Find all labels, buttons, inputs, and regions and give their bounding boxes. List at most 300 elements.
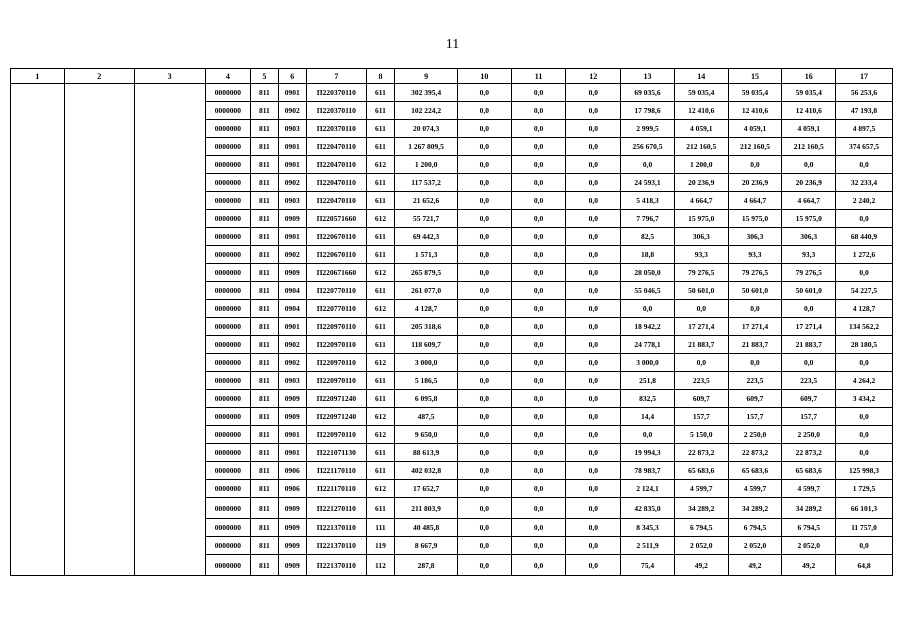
table-cell: 50 601,0 xyxy=(674,282,728,300)
table-cell: 0000000 xyxy=(205,444,251,462)
table-cell: 811 xyxy=(251,138,278,156)
table-cell: 111 xyxy=(366,519,394,537)
table-cell: 3 000,0 xyxy=(395,354,458,372)
column-header-13: 13 xyxy=(621,69,675,84)
table-cell: П220470110 xyxy=(306,156,366,174)
table-cell: 0,0 xyxy=(511,480,566,498)
table-cell: 21 652,6 xyxy=(395,192,458,210)
table-cell: 487,5 xyxy=(395,408,458,426)
table-cell: 811 xyxy=(251,390,278,408)
table-cell: 34 289,2 xyxy=(782,498,836,519)
table-cell: 212 160,5 xyxy=(782,138,836,156)
table-cell: 0,0 xyxy=(566,246,621,264)
budget-table xyxy=(10,68,893,576)
table-cell: 0000000 xyxy=(205,246,251,264)
table-cell: 68 440,9 xyxy=(836,228,893,246)
table-cell: 4 599,7 xyxy=(674,480,728,498)
table-cell: 0000000 xyxy=(205,228,251,246)
empty-column-2-cell xyxy=(64,84,134,576)
table-cell: 102 224,2 xyxy=(395,102,458,120)
table-cell: 0,0 xyxy=(728,354,782,372)
table-cell: 0904 xyxy=(278,282,306,300)
table-cell: 66 101,3 xyxy=(836,498,893,519)
table-cell: 0,0 xyxy=(566,426,621,444)
table-cell: 0906 xyxy=(278,480,306,498)
table-cell: 811 xyxy=(251,519,278,537)
table-cell: 6 794,5 xyxy=(674,519,728,537)
table-cell: 55 046,5 xyxy=(621,282,675,300)
table-cell: 8 667,9 xyxy=(395,537,458,555)
table-cell: 69 442,3 xyxy=(395,228,458,246)
table-cell: 64,8 xyxy=(836,555,893,576)
table-cell: 0,0 xyxy=(566,282,621,300)
table-cell: 0901 xyxy=(278,84,306,102)
table-cell: 0,0 xyxy=(511,537,566,555)
table-cell: 12 410,6 xyxy=(782,102,836,120)
table-cell: П220770110 xyxy=(306,282,366,300)
table-cell: 157,7 xyxy=(728,408,782,426)
table-cell: 0,0 xyxy=(621,156,675,174)
table-cell: 223,5 xyxy=(782,372,836,390)
table-cell: 34 289,2 xyxy=(674,498,728,519)
table-cell: 0,0 xyxy=(457,282,511,300)
table-cell: 0,0 xyxy=(566,498,621,519)
table-cell: 21 883,7 xyxy=(728,336,782,354)
table-cell: 0,0 xyxy=(457,228,511,246)
table-cell: 0,0 xyxy=(782,354,836,372)
table-cell: 811 xyxy=(251,462,278,480)
table-cell: П220571660 xyxy=(306,210,366,228)
table-cell: 134 562,2 xyxy=(836,318,893,336)
table-cell: 0,0 xyxy=(511,192,566,210)
table-cell: 157,7 xyxy=(674,408,728,426)
table-cell: 0,0 xyxy=(457,390,511,408)
table-cell: 811 xyxy=(251,354,278,372)
table-cell: 0909 xyxy=(278,408,306,426)
table-cell: 20 074,3 xyxy=(395,120,458,138)
table-cell: 212 160,5 xyxy=(674,138,728,156)
table-cell: 15 975,0 xyxy=(782,210,836,228)
table-cell: П221370110 xyxy=(306,555,366,576)
table-cell: 17 798,6 xyxy=(621,102,675,120)
table-cell: 611 xyxy=(366,498,394,519)
table-cell: 611 xyxy=(366,120,394,138)
table-cell: 306,3 xyxy=(728,228,782,246)
table-cell: 0,0 xyxy=(836,210,893,228)
table-cell: 0902 xyxy=(278,336,306,354)
table-cell: 4 128,7 xyxy=(395,300,458,318)
table-cell: 40 485,8 xyxy=(395,519,458,537)
table-cell: П221370110 xyxy=(306,519,366,537)
table-cell: 0903 xyxy=(278,120,306,138)
table-cell: 0,0 xyxy=(836,354,893,372)
table-cell: П220370110 xyxy=(306,120,366,138)
table-cell: 0,0 xyxy=(782,156,836,174)
table-cell: 1 200,0 xyxy=(395,156,458,174)
table-cell: 0,0 xyxy=(457,174,511,192)
table-cell: 223,5 xyxy=(728,372,782,390)
table-cell: 28 050,0 xyxy=(621,264,675,282)
table-cell: 2 511,9 xyxy=(621,537,675,555)
table-cell: 265 879,5 xyxy=(395,264,458,282)
table-cell: 0,0 xyxy=(566,138,621,156)
table-cell: 5 150,0 xyxy=(674,426,728,444)
table-cell: 0,0 xyxy=(511,264,566,282)
table-cell: 0901 xyxy=(278,138,306,156)
table-cell: 0902 xyxy=(278,102,306,120)
table-cell: 612 xyxy=(366,426,394,444)
table-cell: 2 124,1 xyxy=(621,480,675,498)
table-cell: 12 410,6 xyxy=(674,102,728,120)
table-cell: 811 xyxy=(251,192,278,210)
table-cell: 4 059,1 xyxy=(674,120,728,138)
table-cell: 0,0 xyxy=(566,372,621,390)
table-cell: 0,0 xyxy=(511,372,566,390)
table-cell: 612 xyxy=(366,480,394,498)
table-cell: 612 xyxy=(366,300,394,318)
table-cell: 811 xyxy=(251,228,278,246)
table-cell: 78 983,7 xyxy=(621,462,675,480)
table-cell: 12 410,6 xyxy=(728,102,782,120)
table-cell: 306,3 xyxy=(782,228,836,246)
table-cell: 0,0 xyxy=(728,156,782,174)
table-cell: 19 994,3 xyxy=(621,444,675,462)
table-cell: 0902 xyxy=(278,174,306,192)
table-cell: 24 593,1 xyxy=(621,174,675,192)
table-cell: 0904 xyxy=(278,300,306,318)
table-cell: 811 xyxy=(251,318,278,336)
table-cell: 811 xyxy=(251,498,278,519)
table-cell: 2 052,0 xyxy=(782,537,836,555)
table-cell: 0,0 xyxy=(457,84,511,102)
table-cell: 0,0 xyxy=(566,228,621,246)
table-cell: П221071130 xyxy=(306,444,366,462)
table-cell: 611 xyxy=(366,282,394,300)
table-cell: 0909 xyxy=(278,555,306,576)
table-cell: 0,0 xyxy=(782,300,836,318)
table-cell: 811 xyxy=(251,336,278,354)
table-cell: 0,0 xyxy=(566,156,621,174)
table-cell: 93,3 xyxy=(728,246,782,264)
table-cell: 0,0 xyxy=(566,444,621,462)
table-cell: 612 xyxy=(366,354,394,372)
table-cell: 6 794,5 xyxy=(728,519,782,537)
table-cell: 611 xyxy=(366,192,394,210)
table-cell: 0,0 xyxy=(621,300,675,318)
table-cell: 302 395,4 xyxy=(395,84,458,102)
table-cell: 119 xyxy=(366,537,394,555)
table-cell: 0000000 xyxy=(205,555,251,576)
table-cell: 0901 xyxy=(278,444,306,462)
table-cell: 0,0 xyxy=(566,462,621,480)
table-cell: П221370110 xyxy=(306,537,366,555)
table-cell: 0901 xyxy=(278,156,306,174)
column-header-10: 10 xyxy=(457,69,511,84)
table-cell: 1 200,0 xyxy=(674,156,728,174)
table-cell: 2 250,0 xyxy=(782,426,836,444)
table-cell: 4 599,7 xyxy=(728,480,782,498)
table-cell: 82,5 xyxy=(621,228,675,246)
table-cell: 34 289,2 xyxy=(728,498,782,519)
table-cell: 54 227,5 xyxy=(836,282,893,300)
table-cell: 0,0 xyxy=(457,408,511,426)
table-cell: 0,0 xyxy=(836,156,893,174)
table-cell: П220970110 xyxy=(306,372,366,390)
table-cell: 0,0 xyxy=(511,462,566,480)
table-cell: 611 xyxy=(366,174,394,192)
table-cell: 0,0 xyxy=(511,120,566,138)
table-cell: 609,7 xyxy=(674,390,728,408)
table-cell: 0,0 xyxy=(566,408,621,426)
table-cell: 24 778,1 xyxy=(621,336,675,354)
table-cell: 0,0 xyxy=(457,300,511,318)
table-cell: 811 xyxy=(251,120,278,138)
table-cell: 22 873,2 xyxy=(728,444,782,462)
table-cell: 117 537,2 xyxy=(395,174,458,192)
table-cell: 0000000 xyxy=(205,210,251,228)
table-cell: 88 613,9 xyxy=(395,444,458,462)
table-cell: 0,0 xyxy=(566,555,621,576)
table-cell: 0000000 xyxy=(205,462,251,480)
table-cell: 0,0 xyxy=(566,390,621,408)
table-cell: 18 942,2 xyxy=(621,318,675,336)
table-cell: 0,0 xyxy=(566,192,621,210)
table-cell: 0000000 xyxy=(205,372,251,390)
table-cell: 611 xyxy=(366,444,394,462)
table-cell: 306,3 xyxy=(674,228,728,246)
table-cell: 811 xyxy=(251,444,278,462)
table-cell: П220971240 xyxy=(306,390,366,408)
table-cell: 0000000 xyxy=(205,192,251,210)
table-cell: 0000000 xyxy=(205,519,251,537)
table-cell: 0,0 xyxy=(457,120,511,138)
table-cell: 811 xyxy=(251,372,278,390)
table-cell: 0903 xyxy=(278,192,306,210)
table-cell: 0,0 xyxy=(566,84,621,102)
table-cell: 0,0 xyxy=(511,102,566,120)
table-cell: 0,0 xyxy=(566,102,621,120)
table-cell: 20 236,9 xyxy=(782,174,836,192)
table-cell: 0,0 xyxy=(457,537,511,555)
table-cell: 0,0 xyxy=(621,426,675,444)
table-cell: 811 xyxy=(251,300,278,318)
table-cell: 611 xyxy=(366,318,394,336)
table-cell: 20 236,9 xyxy=(674,174,728,192)
table-cell: П220970110 xyxy=(306,318,366,336)
table-cell: 79 276,5 xyxy=(728,264,782,282)
table-cell: 0,0 xyxy=(457,480,511,498)
column-header-8: 8 xyxy=(366,69,394,84)
table-cell: П220971240 xyxy=(306,408,366,426)
table-cell: 0000000 xyxy=(205,354,251,372)
table-cell: 0,0 xyxy=(511,246,566,264)
table-cell: 42 835,0 xyxy=(621,498,675,519)
table-body xyxy=(11,84,893,576)
table-cell: 0000000 xyxy=(205,390,251,408)
table-cell: 612 xyxy=(366,210,394,228)
table-cell: 0,0 xyxy=(511,300,566,318)
table-cell: 79 276,5 xyxy=(674,264,728,282)
table-cell: 0,0 xyxy=(566,519,621,537)
table-cell: 832,5 xyxy=(621,390,675,408)
table-cell: 0,0 xyxy=(511,318,566,336)
table-cell: 49,2 xyxy=(728,555,782,576)
table-cell: 0000000 xyxy=(205,318,251,336)
column-header-6: 6 xyxy=(278,69,306,84)
table-cell: 223,5 xyxy=(674,372,728,390)
table-cell: П220970110 xyxy=(306,354,366,372)
table-cell: 4 264,2 xyxy=(836,372,893,390)
table-cell: 0,0 xyxy=(566,480,621,498)
table-cell: 0902 xyxy=(278,246,306,264)
table-cell: 0,0 xyxy=(457,426,511,444)
table-cell: 0901 xyxy=(278,318,306,336)
table-cell: 0,0 xyxy=(457,354,511,372)
table-cell: 50 601,0 xyxy=(782,282,836,300)
column-header-11: 11 xyxy=(511,69,566,84)
table-cell: 4 128,7 xyxy=(836,300,893,318)
table-cell: 811 xyxy=(251,426,278,444)
table-cell: 0,0 xyxy=(566,336,621,354)
table-cell: 79 276,5 xyxy=(782,264,836,282)
table-cell: 0902 xyxy=(278,354,306,372)
table-cell: П220470110 xyxy=(306,138,366,156)
table-cell: 49,2 xyxy=(782,555,836,576)
column-header-3: 3 xyxy=(134,69,205,84)
table-cell: 17 271,4 xyxy=(782,318,836,336)
table-cell: 7 796,7 xyxy=(621,210,675,228)
table-cell: 4 599,7 xyxy=(782,480,836,498)
table-cell: 611 xyxy=(366,372,394,390)
table-cell: 402 032,8 xyxy=(395,462,458,480)
table-cell: 0000000 xyxy=(205,300,251,318)
table-row xyxy=(11,84,893,102)
column-header-7: 7 xyxy=(306,69,366,84)
table-cell: 0,0 xyxy=(511,444,566,462)
table-cell: 0,0 xyxy=(566,174,621,192)
column-header-4: 4 xyxy=(205,69,251,84)
empty-column-1-cell xyxy=(11,84,65,576)
table-cell: 2 052,0 xyxy=(674,537,728,555)
table-cell: 811 xyxy=(251,174,278,192)
table-cell: 611 xyxy=(366,84,394,102)
table-cell: 11 757,0 xyxy=(836,519,893,537)
table-cell: 811 xyxy=(251,246,278,264)
table-cell: 0,0 xyxy=(457,156,511,174)
table-cell: 17 652,7 xyxy=(395,480,458,498)
table-cell: 65 683,6 xyxy=(782,462,836,480)
column-header-9: 9 xyxy=(395,69,458,84)
table-cell: 611 xyxy=(366,102,394,120)
table-cell: 0903 xyxy=(278,372,306,390)
table-cell: 93,3 xyxy=(674,246,728,264)
table-cell: 4 059,1 xyxy=(728,120,782,138)
column-header-12: 12 xyxy=(566,69,621,84)
table-cell: 0909 xyxy=(278,210,306,228)
column-header-5: 5 xyxy=(251,69,278,84)
table-cell: 2 250,0 xyxy=(728,426,782,444)
table-cell: 0,0 xyxy=(836,537,893,555)
table-cell: 1 571,3 xyxy=(395,246,458,264)
table-cell: 0,0 xyxy=(511,138,566,156)
table-cell: 5 186,5 xyxy=(395,372,458,390)
table-cell: 0,0 xyxy=(566,264,621,282)
table-cell: 15 975,0 xyxy=(674,210,728,228)
table-cell: 811 xyxy=(251,282,278,300)
table-cell: 0,0 xyxy=(728,300,782,318)
table-cell: П220370110 xyxy=(306,102,366,120)
table-cell: П220671660 xyxy=(306,264,366,282)
column-header-14: 14 xyxy=(674,69,728,84)
table-cell: 0,0 xyxy=(457,372,511,390)
table-cell: 59 035,4 xyxy=(674,84,728,102)
table-cell: 28 180,5 xyxy=(836,336,893,354)
table-cell: 0909 xyxy=(278,498,306,519)
table-cell: 0000000 xyxy=(205,498,251,519)
table-cell: 0000000 xyxy=(205,120,251,138)
table-cell: 59 035,4 xyxy=(782,84,836,102)
table-cell: 0,0 xyxy=(566,120,621,138)
table-cell: 0000000 xyxy=(205,264,251,282)
table-cell: 6 794,5 xyxy=(782,519,836,537)
table-cell: 0,0 xyxy=(457,102,511,120)
table-cell: 0,0 xyxy=(836,444,893,462)
table-cell: 0,0 xyxy=(566,318,621,336)
table-cell: 69 035,6 xyxy=(621,84,675,102)
table-cell: 0,0 xyxy=(457,192,511,210)
table-cell: 8 345,3 xyxy=(621,519,675,537)
table-cell: 2 052,0 xyxy=(728,537,782,555)
table-cell: 0,0 xyxy=(511,336,566,354)
empty-column-3-cell xyxy=(134,84,205,576)
column-header-17: 17 xyxy=(836,69,893,84)
table-cell: 611 xyxy=(366,390,394,408)
column-header-1: 1 xyxy=(11,69,65,84)
table-cell: 4 664,7 xyxy=(728,192,782,210)
table-cell: 22 873,2 xyxy=(782,444,836,462)
table-cell: 1 272,6 xyxy=(836,246,893,264)
table-cell: 65 683,6 xyxy=(728,462,782,480)
table-cell: 0,0 xyxy=(511,156,566,174)
table-cell: 0901 xyxy=(278,426,306,444)
page-number: 11 xyxy=(445,37,460,52)
table-cell: 0000000 xyxy=(205,102,251,120)
table-cell: 3 000,0 xyxy=(621,354,675,372)
table-cell: 811 xyxy=(251,264,278,282)
table-cell: 0,0 xyxy=(457,264,511,282)
table-cell: 0000000 xyxy=(205,336,251,354)
table-cell: 609,7 xyxy=(782,390,836,408)
table-cell: 14,4 xyxy=(621,408,675,426)
column-header-2: 2 xyxy=(64,69,134,84)
table-cell: П220970110 xyxy=(306,426,366,444)
table-cell: 0,0 xyxy=(457,462,511,480)
table-cell: 0,0 xyxy=(511,354,566,372)
table-cell: 21 883,7 xyxy=(674,336,728,354)
table-cell: 0,0 xyxy=(836,408,893,426)
table-cell: 0,0 xyxy=(457,336,511,354)
table-cell: 157,7 xyxy=(782,408,836,426)
table-cell: 0,0 xyxy=(457,318,511,336)
table-cell: 0,0 xyxy=(511,228,566,246)
table-cell: 0,0 xyxy=(457,138,511,156)
table-cell: 612 xyxy=(366,408,394,426)
table-cell: 4 664,7 xyxy=(674,192,728,210)
table-cell: 0000000 xyxy=(205,537,251,555)
table-cell: 32 233,4 xyxy=(836,174,893,192)
table-cell: 0,0 xyxy=(457,498,511,519)
table-cell: 205 318,6 xyxy=(395,318,458,336)
